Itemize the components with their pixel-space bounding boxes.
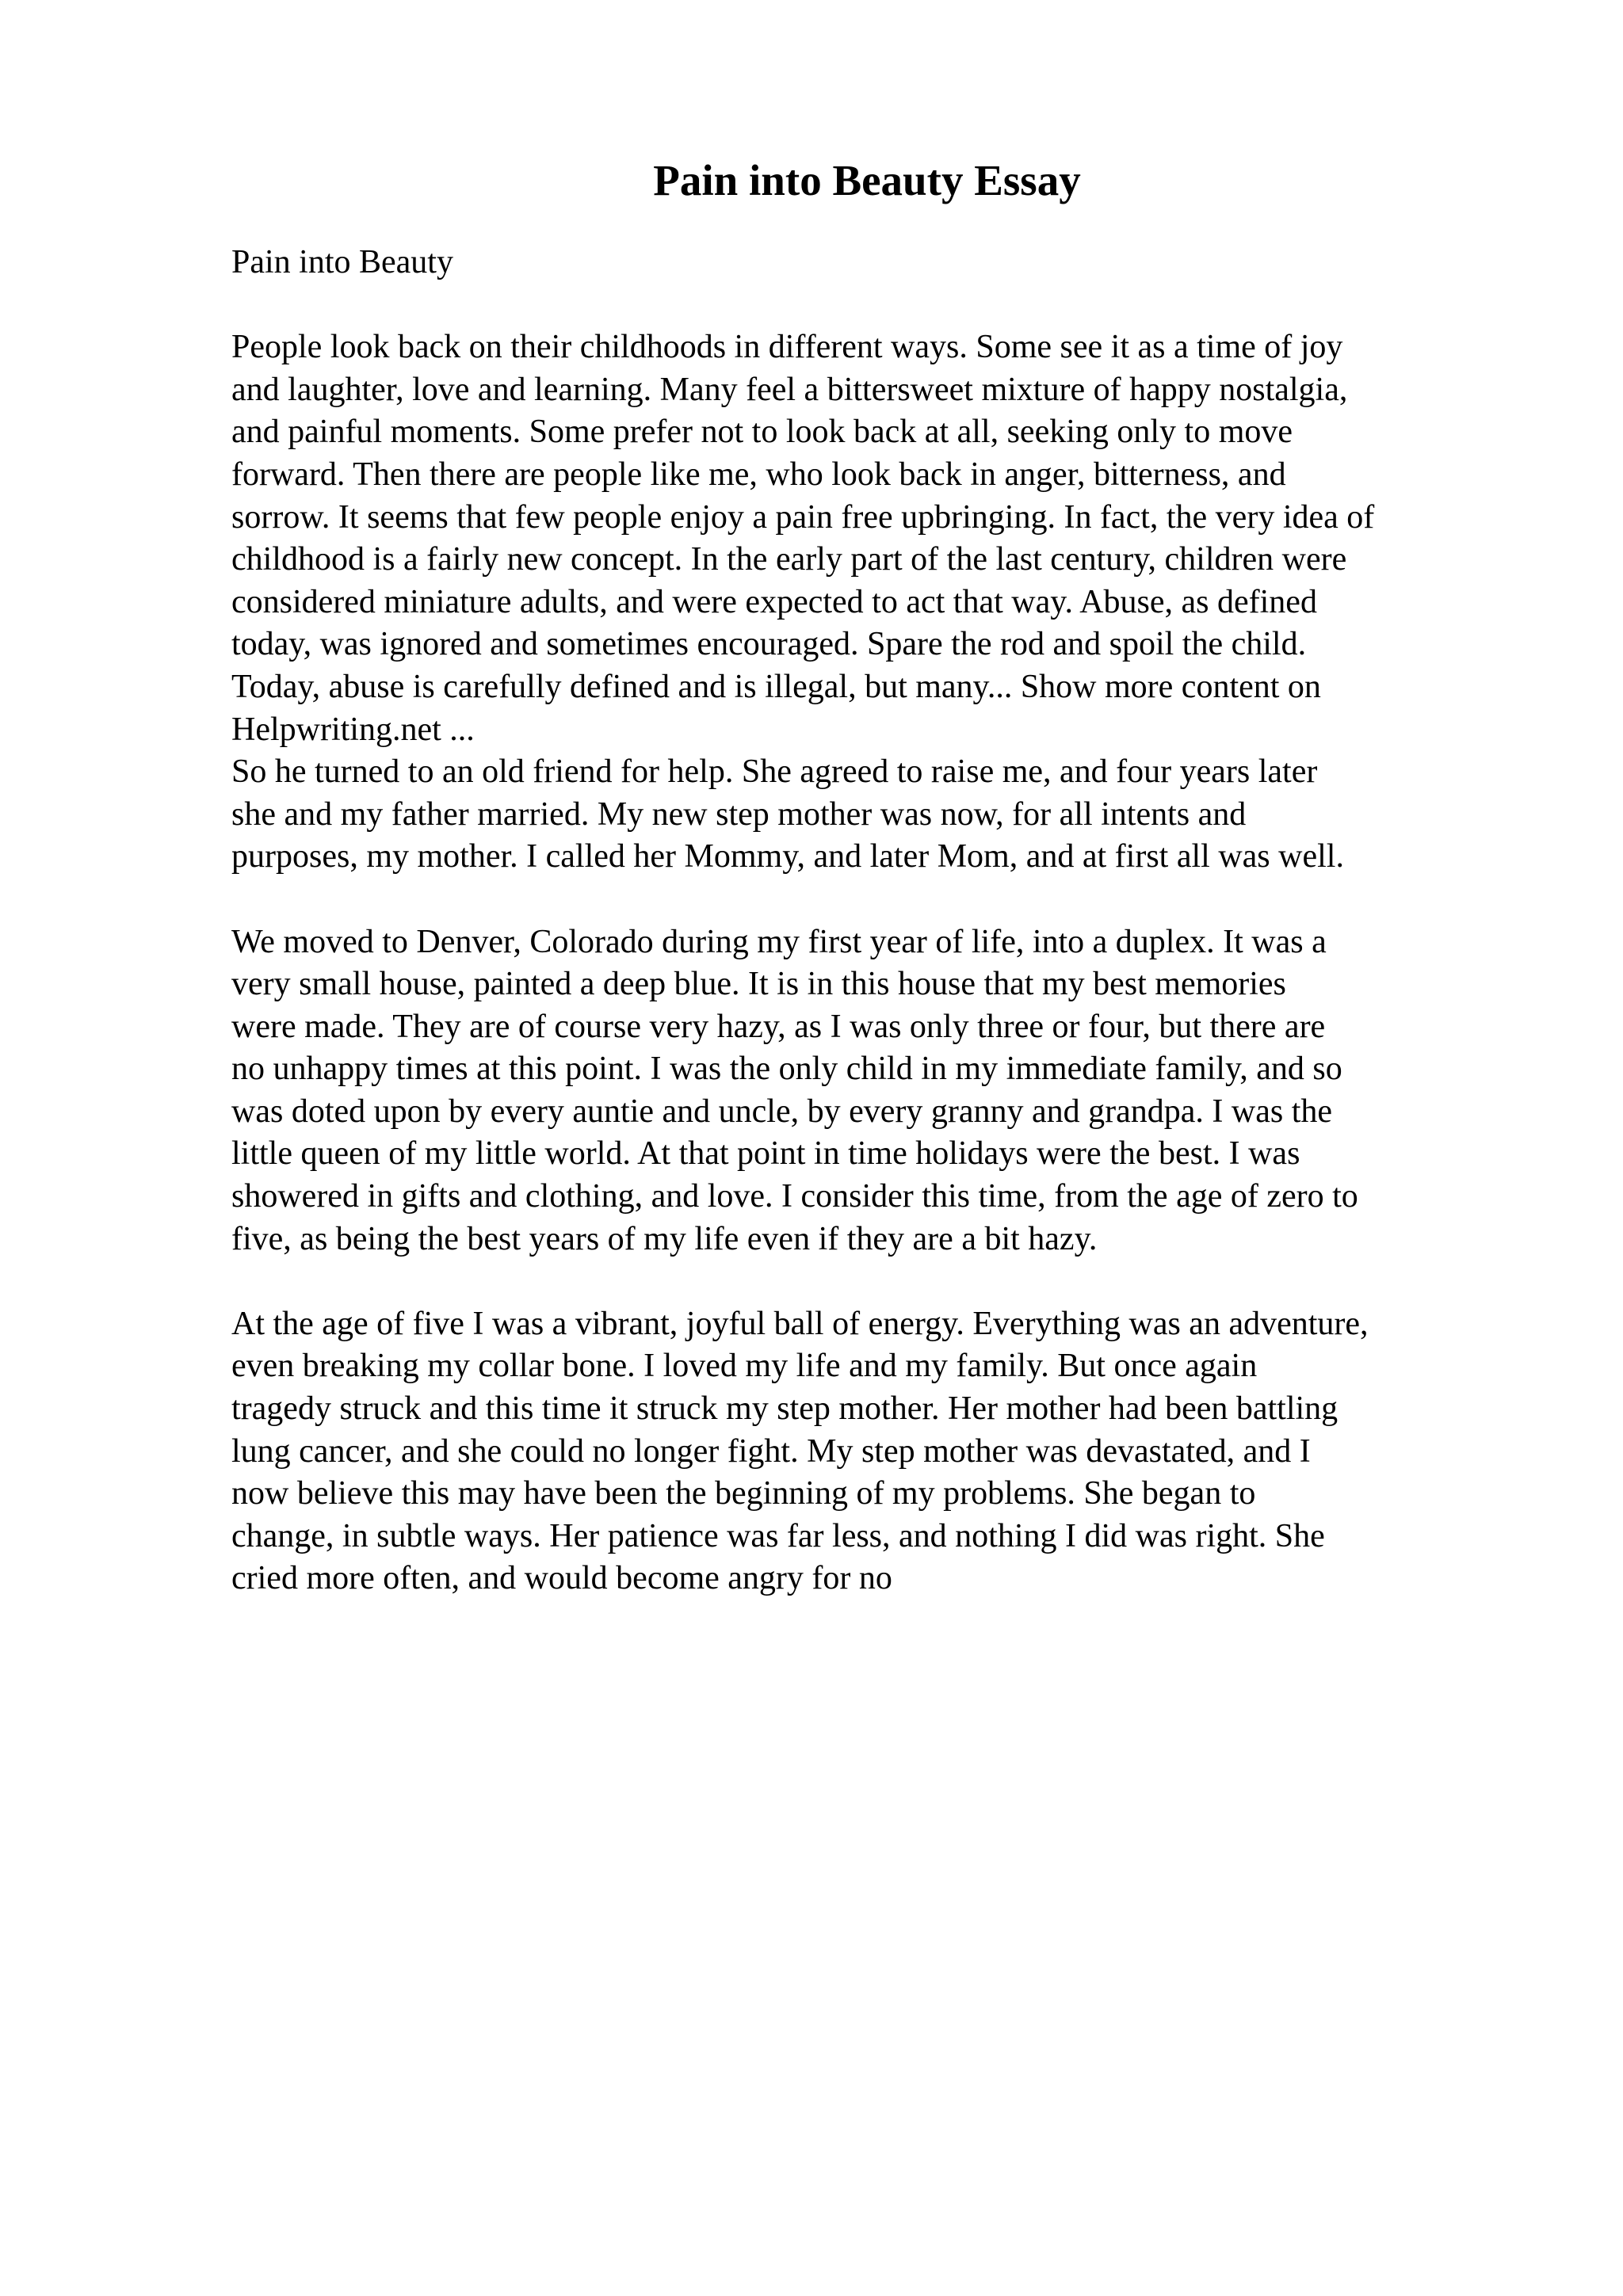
text-line: change, in subtle ways. Her patience was far less, and nothing I did was right. She	[231, 1517, 1325, 1554]
text-line: So he turned to an old friend for help. She agreed to raise me, and four years later	[231, 753, 1318, 791]
text-line: forward. Then there are people like me, who look back in anger, bitterness, and	[231, 456, 1286, 493]
text-line: We moved to Denver, Colorado during my first year of life, into a duplex. It was a	[231, 923, 1327, 960]
text-line: she and my father married. My new step mother was now, for all intents and	[231, 795, 1247, 833]
text-line: considered miniature adults, and were expected to act that way. Abuse, as defined	[231, 583, 1317, 620]
text-line: lung cancer, and she could no longer fight. My step mother was devastated, and I	[231, 1432, 1311, 1470]
text-line: very small house, painted a deep blue. It is in this house that my best memories	[231, 966, 1286, 1003]
text-line: little queen of my little world. At that point in time holidays were the best. I was	[231, 1135, 1300, 1173]
text-line: no unhappy times at this point. I was the only child in my immediate family, and so	[231, 1051, 1342, 1088]
paragraph-1	[231, 326, 1531, 751]
text-line: At the age of five I was a vibrant, joyful ball of energy. Everything was an adventure,	[231, 1305, 1369, 1342]
text-line: cried more often, and would become angry for no	[231, 1560, 892, 1597]
text-line: and laughter, love and learning. Many feel a bittersweet mixture of happy nostalgia,	[231, 371, 1348, 408]
document-title: Pain into Beauty Essay	[653, 156, 1081, 204]
text-line: were made. They are of course very hazy, as I was only three or four, but there are	[231, 1008, 1326, 1045]
text-line: purposes, my mother. I called her Mommy, and later Mom, and at first all was well.	[231, 838, 1344, 875]
text-line: five, as being the best years of my life even if they are a bit hazy.	[231, 1220, 1098, 1257]
text-line: sorrow. It seems that few people enjoy a pain free upbringing. In fact, the very idea of	[231, 498, 1375, 536]
text-line: showered in gifts and clothing, and love. I consider this time, from the age of zero to	[231, 1178, 1358, 1215]
text-line: People look back on their childhoods in different ways. Some see it as a time of joy	[231, 329, 1343, 366]
paragraph-2	[231, 751, 1531, 879]
text-line: Today, abuse is carefully defined and is illegal, but many... Show more content on	[231, 668, 1321, 705]
text-line: tragedy struck and this time it struck my step mother. Her mother had been battling	[231, 1390, 1338, 1428]
document-body	[231, 242, 1531, 1600]
text-line: was doted upon by every auntie and uncle, by every granny and grandpa. I was the	[231, 1093, 1333, 1130]
text-line: Helpwriting.net ...	[231, 711, 475, 748]
paragraph-3	[231, 921, 1531, 1261]
text-line: childhood is a fairly new concept. In the early part of the last century, children were	[231, 541, 1347, 578]
text-line: now believe this may have been the beginning of my problems. She began to	[231, 1475, 1256, 1512]
document-subtitle: Pain into Beauty	[231, 244, 453, 280]
text-line: even breaking my collar bone. I loved my life and my family. But once again	[231, 1348, 1258, 1385]
text-line: and painful moments. Some prefer not to look back at all, seeking only to move	[231, 414, 1293, 451]
paragraph-4	[231, 1303, 1531, 1600]
text-line: today, was ignored and sometimes encouraged. Spare the rod and spoil the child.	[231, 626, 1307, 663]
